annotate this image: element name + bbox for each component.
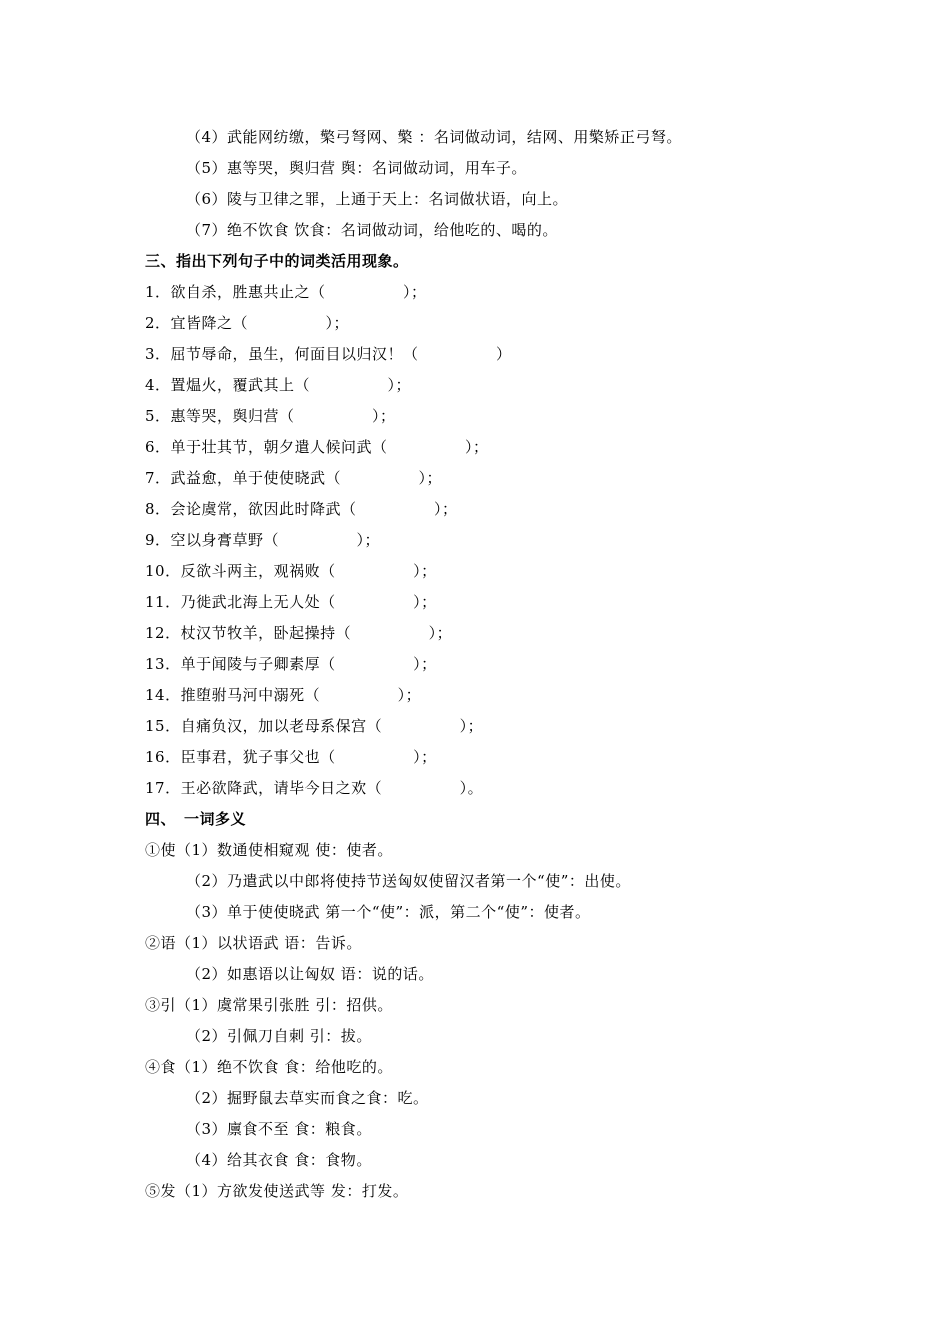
text-line: （5）惠等哭，舆归营 舆：名词做动词，用车子。 <box>186 159 527 177</box>
polysemy-line: （3）廪食不至 食：粮食。 <box>186 1120 372 1138</box>
polysemy-line: （4）给其衣食 食：食物。 <box>186 1151 372 1169</box>
text-line: （7）绝不饮食 饮食：名词做动词，给他吃的、喝的。 <box>186 221 558 239</box>
exercise-item: 9．空以身膏草野（ ）； <box>145 531 381 549</box>
section-heading: 三、指出下列句子中的词类活用现象。 <box>145 252 409 270</box>
polysemy-line: （2）如惠语以让匈奴 语：说的话。 <box>186 965 434 983</box>
exercise-item: 3．屈节辱命，虽生，何面目以归汉！（ ） <box>145 345 512 363</box>
exercise-item: 1．欲自杀，胜惠共止之（ ）； <box>145 283 427 301</box>
exercise-item: 7．武益愈，单于使使晓武（ ）； <box>145 469 443 487</box>
polysemy-line: （3）单于使使晓武 第一个“使”：派，第二个“使”：使者。 <box>186 903 591 921</box>
exercise-item: 11．乃徙武北海上无人处（ ）； <box>145 593 437 611</box>
polysemy-line: ③引（1）虞常果引张胜 引：招供。 <box>145 996 393 1014</box>
exercise-item: 6．单于壮其节，朝夕遣人候问武（ ）； <box>145 438 489 456</box>
exercise-item: 16．臣事君，犹子事父也（ ）； <box>145 748 437 766</box>
polysemy-line: ⑤发（1）方欲发使送武等 发：打发。 <box>145 1182 409 1200</box>
exercise-item: 14．推堕驸马河中溺死（ ）； <box>145 686 422 704</box>
polysemy-line: ④食（1）绝不饮食 食：给他吃的。 <box>145 1058 393 1076</box>
exercise-item: 15．自痛负汉，加以老母系保宫（ ）； <box>145 717 484 735</box>
polysemy-line: （2）掘野鼠去草实而食之食：吃。 <box>186 1089 429 1107</box>
exercise-item: 13．单于闻陵与子卿素厚（ ）； <box>145 655 437 673</box>
exercise-item: 10．反欲斗两主，观祸败（ ）； <box>145 562 437 580</box>
text-line: （6）陵与卫律之罪，上通于天上：名词做状语，向上。 <box>186 190 569 208</box>
exercise-item: 17．王必欲降武，请毕今日之欢（ ）。 <box>145 779 484 797</box>
section-heading: 四、 一词多义 <box>145 810 247 828</box>
exercise-item: 8．会论虞常，欲因此时降武（ ）； <box>145 500 458 518</box>
exercise-item: 4．置煴火，覆武其上（ ）； <box>145 376 412 394</box>
exercise-item: 2．宜皆降之（ ）； <box>145 314 350 332</box>
polysemy-line: （2）引佩刀自刺 引：拔。 <box>186 1027 372 1045</box>
polysemy-line: ②语（1）以状语武 语：告诉。 <box>145 934 362 952</box>
text-line: （4）武能网纺缴，檠弓弩网、檠 ：名词做动词，结网、用檠矫正弓弩。 <box>186 128 682 146</box>
polysemy-line: （2）乃遣武以中郎将使持节送匈奴使留汉者第一个“使”：出使。 <box>186 872 631 890</box>
polysemy-line: ①使（1）数通使相窥观 使：使者。 <box>145 841 393 859</box>
exercise-item: 5．惠等哭，舆归营（ ）； <box>145 407 396 425</box>
exercise-item: 12．杖汉节牧羊，卧起操持（ ）； <box>145 624 453 642</box>
